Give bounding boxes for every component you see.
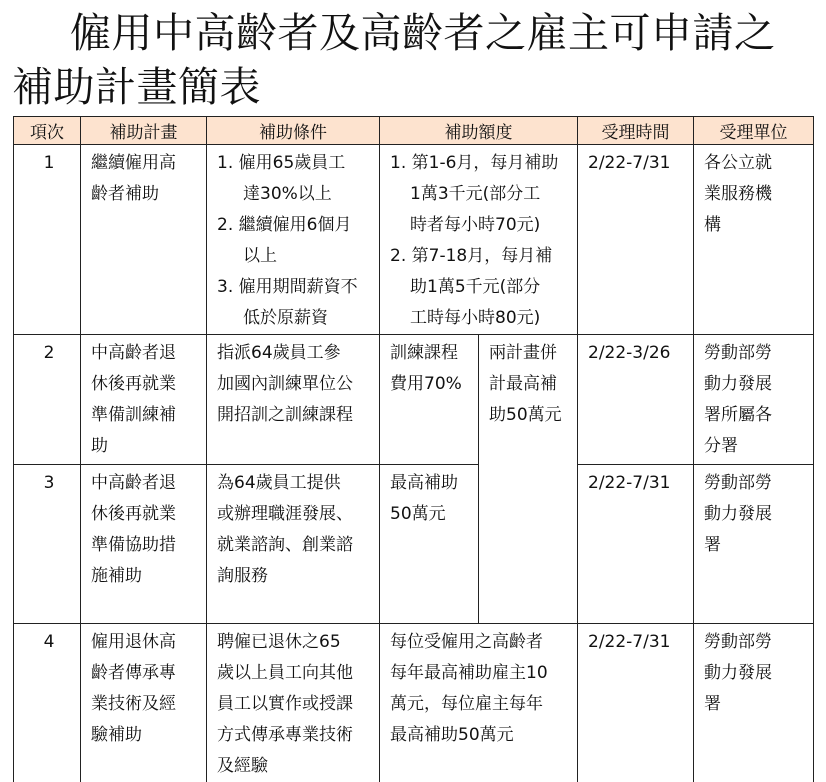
plan-line: 準備訓練補 bbox=[91, 400, 200, 431]
unit-line: 各公立就 bbox=[704, 148, 807, 179]
header-amount: 補助額度 bbox=[380, 117, 578, 145]
amount-item-cont: 時者每小時70元) bbox=[390, 210, 571, 241]
plan-cell bbox=[81, 145, 207, 335]
period-cell: 2/22-7/31 bbox=[578, 465, 694, 624]
plan-line: 休後再就業 bbox=[91, 499, 200, 530]
amount-item: 1. 第1-6月，每月補助 bbox=[390, 148, 571, 179]
period-cell: 2/22-7/31 bbox=[578, 145, 694, 335]
unit-cell bbox=[694, 335, 814, 465]
period-cell: 2/22-3/26 bbox=[578, 335, 694, 465]
header-conditions: 補助條件 bbox=[207, 117, 380, 145]
row-number: 1 bbox=[14, 145, 81, 335]
header-item-no: 項次 bbox=[14, 117, 81, 145]
amount-item: 2. 第7-18月，每月補 bbox=[390, 241, 571, 272]
amount-line: 每位受僱用之高齡者 bbox=[390, 627, 571, 658]
condition-line: 或辦理職涯發展、 bbox=[217, 499, 373, 530]
plan-line: 齡者補助 bbox=[91, 179, 200, 210]
condition-line: 就業諮詢、創業諮 bbox=[217, 530, 373, 561]
plan-cell bbox=[81, 465, 207, 624]
header-plan: 補助計畫 bbox=[81, 117, 207, 145]
condition-item: 1. 僱用65歲員工 bbox=[217, 148, 373, 179]
unit-line: 勞動部勞 bbox=[704, 627, 807, 658]
table-header-row bbox=[14, 117, 814, 145]
conditions-cell bbox=[207, 465, 380, 624]
condition-line: 及經驗 bbox=[217, 751, 373, 782]
plan-cell bbox=[81, 624, 207, 782]
plan-line: 業技術及經 bbox=[91, 689, 200, 720]
subsidy-table bbox=[13, 116, 814, 782]
plan-line: 施補助 bbox=[91, 561, 200, 592]
plan-line: 繼續僱用高 bbox=[91, 148, 200, 179]
condition-item-cont: 以上 bbox=[217, 241, 373, 272]
period-cell: 2/22-7/31 bbox=[578, 624, 694, 782]
unit-line: 署所屬各 bbox=[704, 400, 807, 431]
unit-cell bbox=[694, 465, 814, 624]
amount-line: 50萬元 bbox=[390, 499, 472, 530]
unit-line: 勞動部勞 bbox=[704, 468, 807, 499]
amount-cell-combined bbox=[479, 335, 578, 624]
table-row bbox=[14, 145, 814, 335]
header-period: 受理時間 bbox=[578, 117, 694, 145]
conditions-cell bbox=[207, 624, 380, 782]
condition-item-cont: 低於原薪資 bbox=[217, 303, 373, 334]
table-row bbox=[14, 624, 814, 782]
conditions-cell bbox=[207, 335, 380, 465]
amount-item-cont: 工時每小時80元) bbox=[390, 303, 571, 334]
unit-line: 構 bbox=[704, 210, 807, 241]
plan-line: 準備協助措 bbox=[91, 530, 200, 561]
amount-line: 兩計畫併 bbox=[489, 338, 571, 369]
unit-line: 動力發展 bbox=[704, 369, 807, 400]
table-row bbox=[14, 465, 814, 624]
condition-item-cont: 達30%以上 bbox=[217, 179, 373, 210]
unit-line: 勞動部勞 bbox=[704, 338, 807, 369]
table-row bbox=[14, 335, 814, 465]
plan-line: 中高齡者退 bbox=[91, 468, 200, 499]
plan-line: 齡者傳承專 bbox=[91, 658, 200, 689]
amount-item-cont: 1萬3千元(部分工 bbox=[390, 179, 571, 210]
condition-item: 3. 僱用期間薪資不 bbox=[217, 272, 373, 303]
amount-line: 費用70% bbox=[390, 369, 472, 400]
amount-cell-a bbox=[380, 465, 479, 624]
amount-cell bbox=[380, 145, 578, 335]
amount-cell bbox=[380, 624, 578, 782]
condition-line: 聘僱已退休之65 bbox=[217, 627, 373, 658]
unit-line: 分署 bbox=[704, 431, 807, 462]
condition-line: 方式傳承專業技術 bbox=[217, 720, 373, 751]
page-title-line-1: 僱用中高齡者及高齡者之雇主可申請之 bbox=[12, 6, 822, 60]
unit-cell bbox=[694, 624, 814, 782]
condition-item: 2. 繼續僱用6個月 bbox=[217, 210, 373, 241]
conditions-cell bbox=[207, 145, 380, 335]
row-number: 2 bbox=[14, 335, 81, 465]
amount-line: 最高補助 bbox=[390, 468, 472, 499]
condition-line: 開招訓之訓練課程 bbox=[217, 400, 373, 431]
condition-line: 指派64歲員工參 bbox=[217, 338, 373, 369]
amount-line: 訓練課程 bbox=[390, 338, 472, 369]
plan-line: 僱用退休高 bbox=[91, 627, 200, 658]
unit-cell bbox=[694, 145, 814, 335]
amount-item-cont: 助1萬5千元(部分 bbox=[390, 272, 571, 303]
condition-line: 員工以實作或授課 bbox=[217, 689, 373, 720]
page-title-line-2: 補助計畫簡表 bbox=[12, 60, 822, 114]
condition-line: 為64歲員工提供 bbox=[217, 468, 373, 499]
row-number: 4 bbox=[14, 624, 81, 782]
plan-cell bbox=[81, 335, 207, 465]
plan-line: 驗補助 bbox=[91, 720, 200, 751]
plan-line: 休後再就業 bbox=[91, 369, 200, 400]
condition-line: 加國內訓練單位公 bbox=[217, 369, 373, 400]
unit-line: 業服務機 bbox=[704, 179, 807, 210]
condition-line: 詢服務 bbox=[217, 561, 373, 592]
unit-line: 署 bbox=[704, 689, 807, 720]
unit-line: 署 bbox=[704, 530, 807, 561]
amount-line: 助50萬元 bbox=[489, 400, 571, 431]
amount-cell-a bbox=[380, 335, 479, 465]
plan-line: 助 bbox=[91, 431, 200, 462]
condition-line: 歲以上員工向其他 bbox=[217, 658, 373, 689]
amount-line: 計最高補 bbox=[489, 369, 571, 400]
page-title bbox=[12, 6, 822, 114]
unit-line: 動力發展 bbox=[704, 658, 807, 689]
amount-line: 萬元，每位雇主每年 bbox=[390, 689, 571, 720]
amount-line: 每年最高補助雇主10 bbox=[390, 658, 571, 689]
unit-line: 動力發展 bbox=[704, 499, 807, 530]
amount-line: 最高補助50萬元 bbox=[390, 720, 571, 751]
header-unit: 受理單位 bbox=[694, 117, 814, 145]
row-number: 3 bbox=[14, 465, 81, 624]
plan-line: 中高齡者退 bbox=[91, 338, 200, 369]
